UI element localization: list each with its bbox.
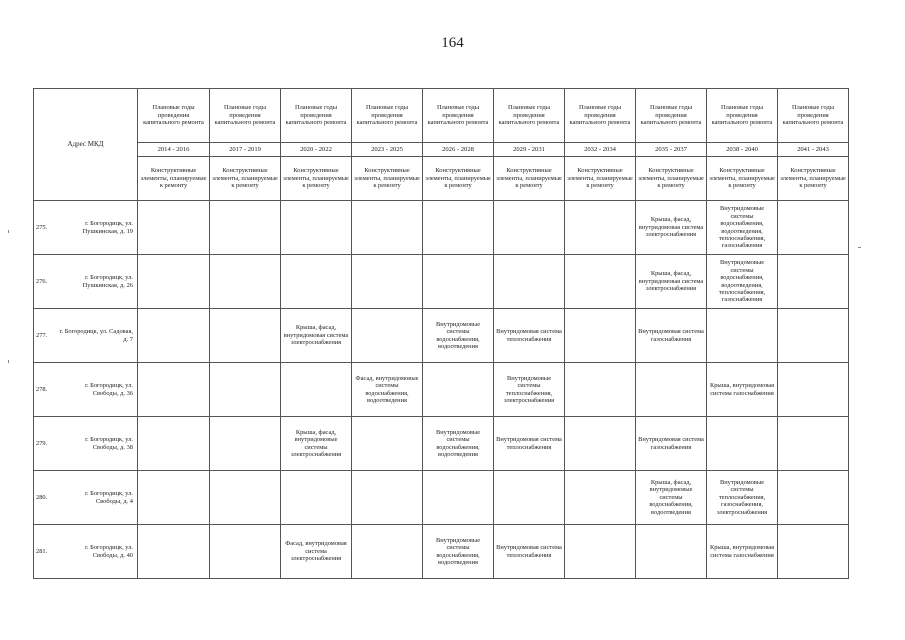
header-row-titles [34,89,849,143]
schedule-cell [423,201,494,255]
schedule-cell [778,255,849,309]
schedule-cell: Крыша, фасад, внутридомовые системы водоснабжения, водоотведения [636,471,707,525]
row-number: 281. [34,525,58,579]
period-years: 2017 - 2019 [210,143,281,157]
schedule-cell [138,255,210,309]
schedule-cell: Внутридомовая система газоснабжения [636,417,707,471]
table-row [34,525,849,579]
scan-mark [8,230,9,233]
schedule-cell [565,309,636,363]
period-title: Плановые годы проведения капитального ремонта [707,89,778,143]
row-address: г. Богородицк, ул. Свободы, д. 40 [58,525,138,579]
period-elements: Конструктивные элементы, планируемые к ремонту [138,157,210,201]
period-title: Плановые годы проведения капитального ремонта [210,89,281,143]
schedule-cell: Внутридомовые системы водоснабжения, водоотведения [423,309,494,363]
schedule-cell [352,201,423,255]
scan-mark [858,247,861,248]
period-elements: Конструктивные элементы, планируемые к ремонту [565,157,636,201]
schedule-cell [138,363,210,417]
schedule-cell: Крыша, фасад, внутридомовая система электроснабжения [636,201,707,255]
period-elements: Конструктивные элементы, планируемые к ремонту [352,157,423,201]
period-elements: Конструктивные элементы, планируемые к ремонту [210,157,281,201]
period-years: 2026 - 2028 [423,143,494,157]
schedule-cell [281,201,352,255]
address-header: Адрес МКД [34,89,138,201]
table-row [34,363,849,417]
scan-mark [8,360,9,363]
schedule-cell: Крыша, внутридомовая система газоснабжения [707,525,778,579]
schedule-cell: Внутридомовая система теплоснабжения [494,525,565,579]
period-elements: Конструктивные элементы, планируемые к ремонту [494,157,565,201]
schedule-cell: Фасад, внутридомовая система электроснабжения [281,525,352,579]
schedule-cell [565,417,636,471]
schedule-cell: Внутридомовая система газоснабжения [636,309,707,363]
schedule-cell [707,417,778,471]
schedule-cell [210,525,281,579]
schedule-cell [210,255,281,309]
period-elements: Конструктивные элементы, планируемые к ремонту [707,157,778,201]
row-number: 279. [34,417,58,471]
schedule-cell [423,471,494,525]
schedule-cell: Внутридомовые системы водоснабжения, водоотведения [423,417,494,471]
period-title: Плановые годы проведения капитального ремонта [778,89,849,143]
schedule-cell [778,309,849,363]
schedule-cell [565,363,636,417]
schedule-cell [565,201,636,255]
schedule-cell [210,363,281,417]
row-number: 278. [34,363,58,417]
row-address: г. Богородицк, ул. Свободы, д. 4 [58,471,138,525]
header-row-elements [34,157,849,201]
table-row [34,201,849,255]
schedule-cell: Внутридомовые системы водоснабжения, водоотведения, теплоснабжения, газоснабжения [707,201,778,255]
row-address: г. Богородицк, ул. Свободы, д. 38 [58,417,138,471]
row-address: г. Богородицк, ул. Садовая, д. 7 [58,309,138,363]
table-row [34,309,849,363]
schedule-cell: Крыша, фасад, внутридомовая система электроснабжения [636,255,707,309]
period-title: Плановые годы проведения капитального ремонта [138,89,210,143]
schedule-cell [210,417,281,471]
schedule-cell [778,525,849,579]
row-number: 276. [34,255,58,309]
schedule-cell [636,363,707,417]
header-row-years [34,143,849,157]
schedule-cell [281,363,352,417]
schedule-cell [636,525,707,579]
table-row [34,471,849,525]
schedule-cell: Фасад, внутридомовые системы водоснабжения, водоотведения [352,363,423,417]
period-years: 2035 - 2037 [636,143,707,157]
schedule-cell [494,255,565,309]
period-years: 2029 - 2031 [494,143,565,157]
schedule-cell [352,255,423,309]
row-number: 275. [34,201,58,255]
schedule-cell [423,255,494,309]
table-row [34,417,849,471]
schedule-cell [778,201,849,255]
period-elements: Конструктивные элементы, планируемые к ремонту [423,157,494,201]
row-number: 280. [34,471,58,525]
schedule-cell: Внутридомовые системы теплоснабжения, электроснабжения [494,363,565,417]
schedule-cell: Внутридомовые системы водоснабжения, водоотведения, теплоснабжения, газоснабжения [707,255,778,309]
period-years: 2032 - 2034 [565,143,636,157]
period-years: 2020 - 2022 [281,143,352,157]
period-years: 2014 - 2016 [138,143,210,157]
schedule-cell: Крыша, фасад, внутридомовые системы электроснабжения [281,417,352,471]
period-elements: Конструктивные элементы, планируемые к ремонту [778,157,849,201]
schedule-cell: Внутридомовые системы водоснабжения, водоотведения [423,525,494,579]
schedule-cell [352,525,423,579]
row-address: г. Богородицк, ул. Свободы, д. 36 [58,363,138,417]
row-address: г. Богородицк, ул. Пушкинская, д. 26 [58,255,138,309]
schedule-cell [494,471,565,525]
period-title: Плановые годы проведения капитального ремонта [352,89,423,143]
period-elements: Конструктивные элементы, планируемые к ремонту [281,157,352,201]
row-address: г. Богородицк, ул. Пушкинская, д. 19 [58,201,138,255]
schedule-cell [210,471,281,525]
period-elements: Конструктивные элементы, планируемые к ремонту [636,157,707,201]
schedule-cell [565,471,636,525]
schedule-cell [138,525,210,579]
schedule-cell [210,201,281,255]
table-row [34,255,849,309]
period-title: Плановые годы проведения капитального ремонта [423,89,494,143]
schedule-cell [778,471,849,525]
schedule-cell [210,309,281,363]
schedule-cell [565,255,636,309]
period-title: Плановые годы проведения капитального ремонта [494,89,565,143]
schedule-cell [352,471,423,525]
schedule-cell: Крыша, фасад, внутридомовая система электроснабжения [281,309,352,363]
period-title: Плановые годы проведения капитального ремонта [565,89,636,143]
schedule-cell: Внутридомовая система теплоснабжения [494,417,565,471]
period-title: Плановые годы проведения капитального ремонта [636,89,707,143]
schedule-cell [565,525,636,579]
schedule-cell [281,255,352,309]
schedule-cell [707,309,778,363]
row-number: 277. [34,309,58,363]
schedule-cell [352,417,423,471]
schedule-cell [138,309,210,363]
period-years: 2041 - 2043 [778,143,849,157]
schedule-cell [281,471,352,525]
repair-schedule-table [33,88,849,579]
period-title: Плановые годы проведения капитального ремонта [281,89,352,143]
schedule-cell [138,201,210,255]
period-years: 2023 - 2025 [352,143,423,157]
schedule-cell [423,363,494,417]
schedule-cell [138,471,210,525]
schedule-cell [778,417,849,471]
schedule-cell [352,309,423,363]
schedule-cell [778,363,849,417]
schedule-cell: Крыша, внутридомовая система газоснабжения [707,363,778,417]
schedule-cell [494,201,565,255]
schedule-cell [138,417,210,471]
schedule-cell: Внутридомовая система теплоснабжения [494,309,565,363]
schedule-cell: Внутридомовые системы теплоснабжения, газоснабжения, электроснабжения [707,471,778,525]
page-number: 164 [441,35,464,51]
period-years: 2038 - 2040 [707,143,778,157]
